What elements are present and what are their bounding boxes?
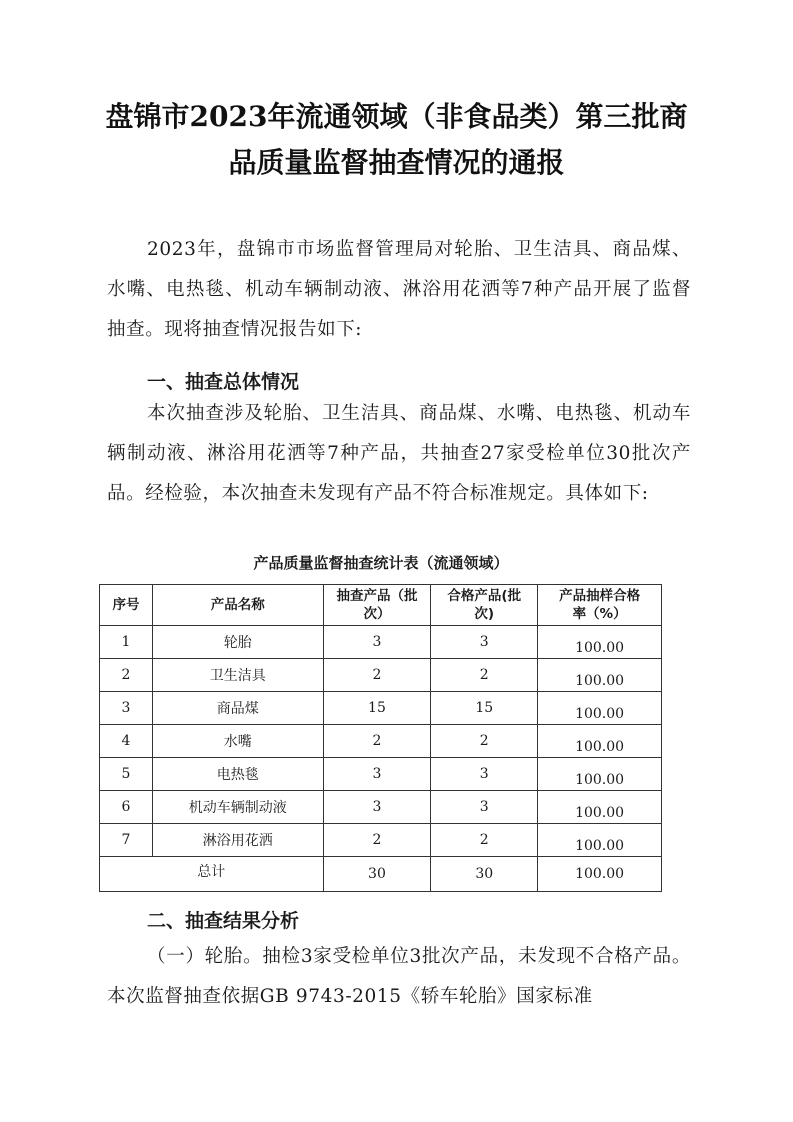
cell-qualified: 3 — [431, 626, 538, 659]
cell-seq: 7 — [100, 824, 153, 857]
cell-qualified: 2 — [431, 824, 538, 857]
section-1-body: 本次抽查涉及轮胎、卫生洁具、商品煤、水嘴、电热毯、机动车辆制动液、淋浴用花洒等7种产品，共抽查27家受检单位30批次产品。经检验，本次抽查未发现有产品不符合标准规定。具体如下: — [107, 403, 691, 504]
total-label: 总计 — [100, 857, 324, 892]
cell-sampled: 3 — [323, 791, 431, 824]
cell-qualified: 2 — [431, 659, 538, 692]
header-name: 产品名称 — [152, 585, 323, 626]
cell-sampled: 2 — [323, 725, 431, 758]
table-row — [100, 725, 662, 758]
table-header-row — [100, 585, 662, 626]
cell-rate: 100.00 — [538, 725, 662, 758]
cell-name: 电热毯 — [152, 758, 323, 791]
cell-seq: 2 — [100, 659, 153, 692]
cell-rate: 100.00 — [538, 692, 662, 725]
cell-rate: 100.00 — [538, 626, 662, 659]
cell-qualified: 2 — [431, 725, 538, 758]
total-rate: 100.00 — [538, 857, 662, 892]
table-row — [100, 824, 662, 857]
table-caption: 产品质量监督抽查统计表（流通领域） — [253, 554, 509, 572]
document-title — [60, 94, 733, 186]
table-row — [100, 626, 662, 659]
table-row — [100, 791, 662, 824]
title-line-1: 盘锦市2023年流通领域（非食品类）第三批商 — [105, 100, 688, 133]
table-row — [100, 659, 662, 692]
cell-name: 水嘴 — [152, 725, 323, 758]
cell-sampled: 3 — [323, 626, 431, 659]
total-qualified: 30 — [431, 857, 538, 892]
cell-seq: 3 — [100, 692, 153, 725]
header-seq: 序号 — [100, 585, 153, 626]
cell-name: 轮胎 — [152, 626, 323, 659]
cell-qualified: 15 — [431, 692, 538, 725]
header-rate: 产品抽样合格 率（%） — [538, 585, 662, 626]
cell-name: 商品煤 — [152, 692, 323, 725]
table-row — [100, 692, 662, 725]
statistics-table — [99, 584, 662, 892]
cell-seq: 1 — [100, 626, 153, 659]
cell-qualified: 3 — [431, 758, 538, 791]
total-sampled: 30 — [323, 857, 431, 892]
cell-sampled: 15 — [323, 692, 431, 725]
title-line-2: 品质量监督抽查情况的通报 — [228, 146, 565, 179]
cell-seq: 5 — [100, 758, 153, 791]
cell-qualified: 3 — [431, 791, 538, 824]
cell-name: 机动车辆制动液 — [152, 791, 323, 824]
cell-name: 卫生洁具 — [152, 659, 323, 692]
cell-name: 淋浴用花洒 — [152, 824, 323, 857]
header-qualified: 合格产品(批 次) — [431, 585, 538, 626]
table-row — [100, 758, 662, 791]
cell-sampled: 2 — [323, 824, 431, 857]
cell-sampled: 3 — [323, 758, 431, 791]
cell-sampled: 2 — [323, 659, 431, 692]
table-total-row — [100, 857, 662, 892]
section-2-body: （一）轮胎。抽检3家受检单位3批次产品，未发现不合格产品。本次监督抽查依据GB 9743-2015《轿车轮胎》国家标准 — [107, 946, 691, 1007]
cell-seq: 6 — [100, 791, 153, 824]
section-2-heading: 二、抽查结果分析 — [147, 910, 300, 932]
cell-rate: 100.00 — [538, 791, 662, 824]
header-sampled: 抽查产品（批 次） — [323, 585, 431, 626]
cell-rate: 100.00 — [538, 659, 662, 692]
cell-rate: 100.00 — [538, 758, 662, 791]
section-1-heading: 一、抽查总体情况 — [147, 371, 300, 393]
cell-seq: 4 — [100, 725, 153, 758]
cell-rate: 100.00 — [538, 824, 662, 857]
intro-paragraph: 2023年，盘锦市市场监督管理局对轮胎、卫生洁具、商品煤、水嘴、电热毯、机动车辆制动液、淋浴用花洒等7种产品开展了监督抽查。现将抽查情况报告如下: — [107, 239, 691, 340]
